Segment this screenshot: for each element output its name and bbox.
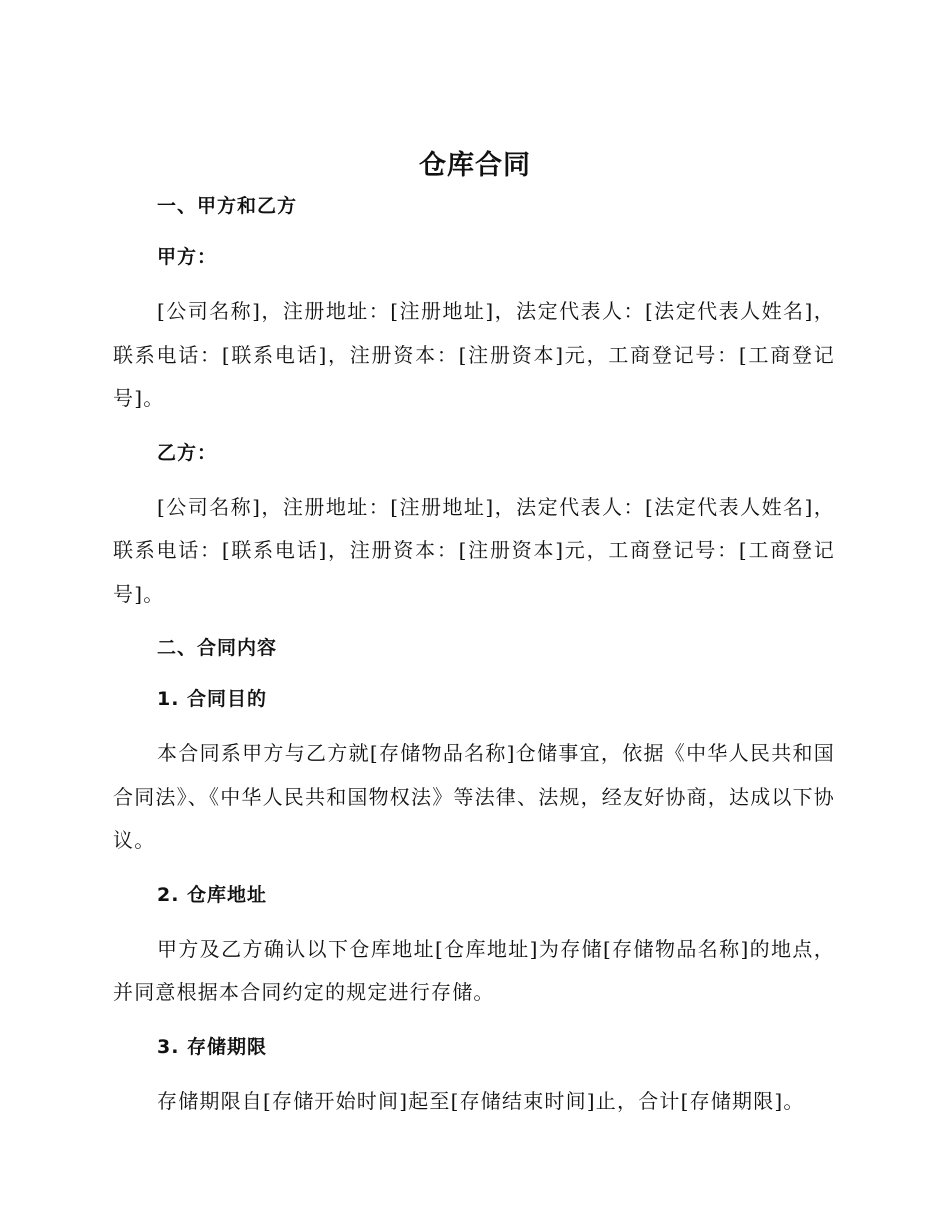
section-heading-parties: 一、甲方和乙方 xyxy=(157,195,298,217)
section-heading-contract-content: 二、合同内容 xyxy=(157,637,278,659)
party-a-label: 甲方： xyxy=(157,246,218,268)
clause-heading-purpose: 1. 合同目的 xyxy=(157,688,268,710)
party-b-details: [公司名称]，注册地址：[注册地址]，法定代表人：[法定代表人姓名]，联系电话：[联系电话]，注册资本：[注册资本]元，工商登记号：[工商登记号]。 xyxy=(113,494,835,606)
clause-text-address: 甲方及乙方确认以下仓库地址[仓库地址]为存储[存储物品名称]的地点，并同意根据本合同约定的规定进行存储。 xyxy=(113,936,835,1004)
document-body xyxy=(113,188,835,1137)
party-b-label: 乙方： xyxy=(157,441,218,464)
party-a-details: [公司名称]，注册地址：[注册地址]，法定代表人：[法定代表人姓名]，联系电话：[联系电话]，注册资本：[注册资本]元，工商登记号：[工商登记号]。 xyxy=(113,299,835,410)
clause-heading-address: 2. 仓库地址 xyxy=(157,883,268,906)
document-title: 仓库合同 xyxy=(419,150,531,181)
clause-text-term: 存储期限自[存储开始时间]起至[存储结束时间]止，合计[存储期限]。 xyxy=(157,1088,805,1113)
clause-heading-term: 3. 存储期限 xyxy=(157,1035,268,1058)
clause-text-purpose: 本合同系甲方与乙方就[存储物品名称]仓储事宜，依据《中华人民共和国合同法》、《中华人民共和国物权法》等法律、法规，经友好协商，达成以下协议。 xyxy=(113,741,835,852)
